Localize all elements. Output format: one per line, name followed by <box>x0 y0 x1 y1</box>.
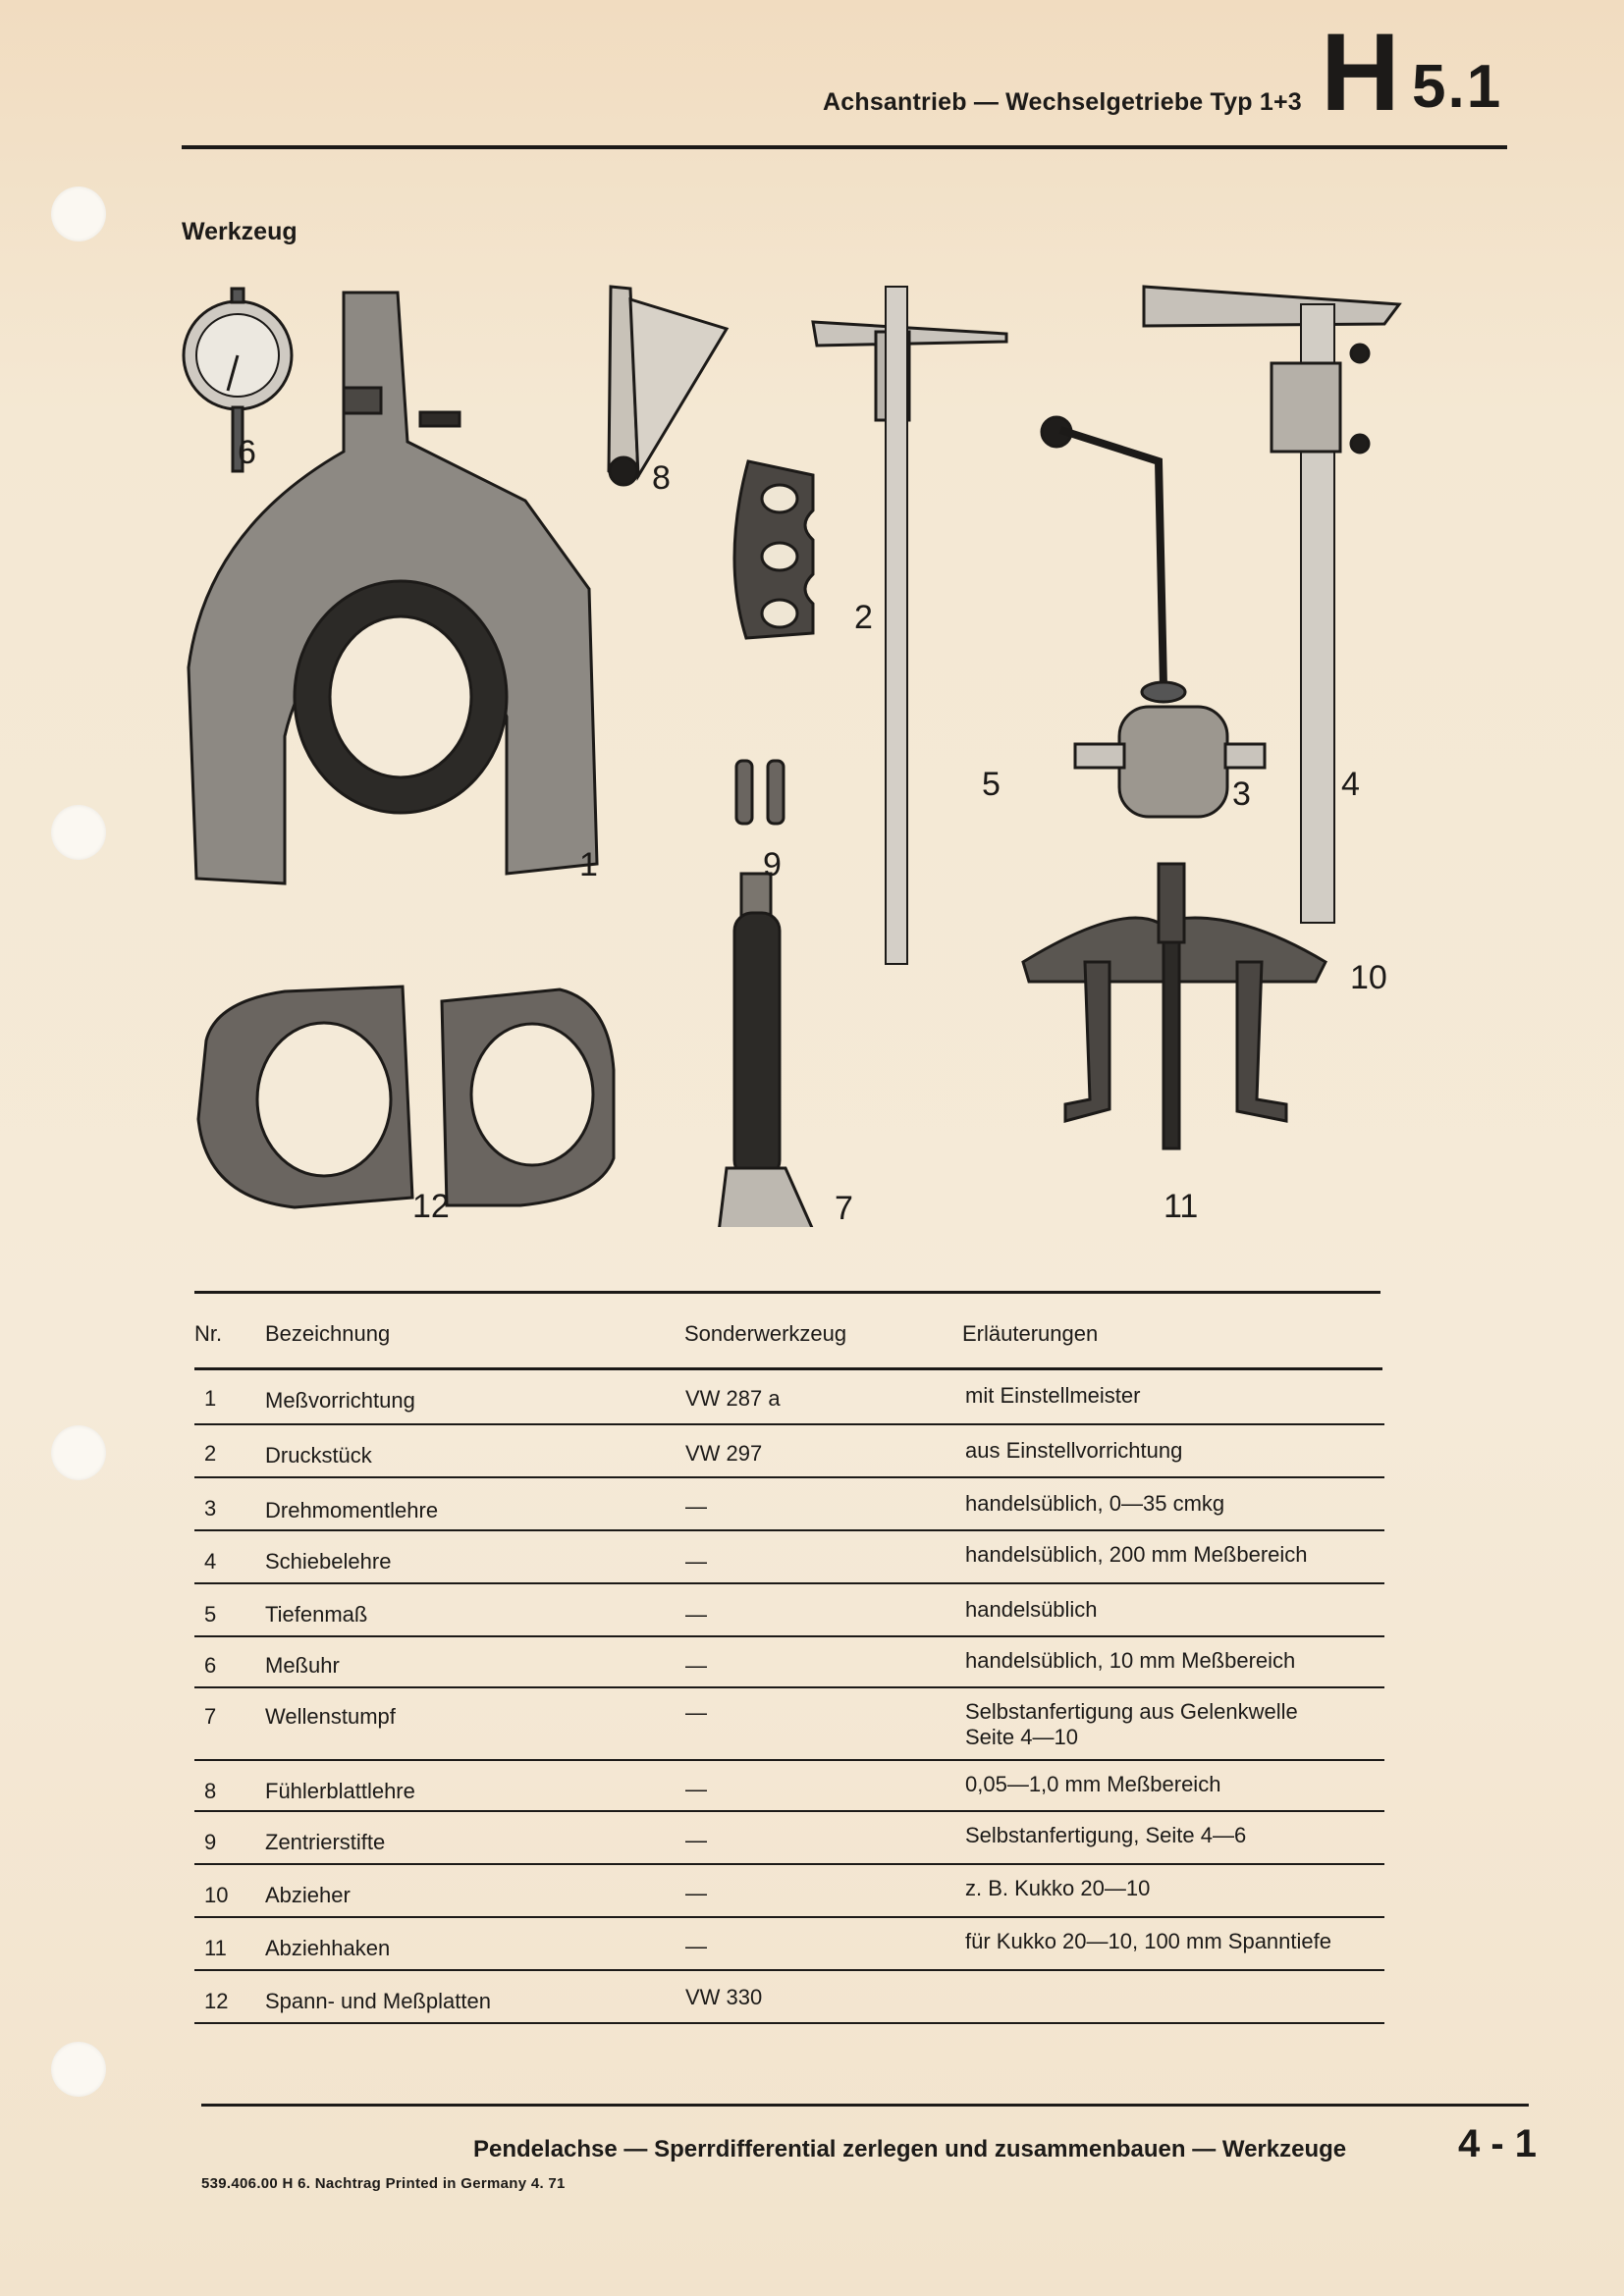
centering-pins-icon <box>736 761 784 824</box>
col-header-name: Bezeichnung <box>265 1321 391 1346</box>
callout-4: 4 <box>1341 766 1360 803</box>
table-row: 12 Spann- und Meßplatten VW 330 <box>194 1971 1384 2024</box>
callout-9: 9 <box>763 846 782 883</box>
depth-gauge-icon <box>813 287 1006 964</box>
footer-title: Pendelachse — Sperrdifferential zerlegen und zusammenbauen — Werkzeuge <box>473 2136 1347 2163</box>
pressure-piece-icon <box>734 461 813 638</box>
punch-hole <box>51 2042 106 2097</box>
table-row: 10 Abzieher — z. B. Kukko 20—10 <box>194 1865 1384 1918</box>
table-row: 5 Tiefenmaß — handelsüblich <box>194 1584 1384 1637</box>
col-header-nr: Nr. <box>194 1321 223 1346</box>
table-row: 6 Meßuhr — handelsüblich, 10 mm Meßbereich <box>194 1637 1384 1688</box>
table-row: 1 Meßvorrichtung VW 287 a mit Einstellmeister <box>194 1370 1384 1425</box>
header-group-letter: H <box>1321 11 1400 133</box>
callout-10: 10 <box>1350 959 1387 996</box>
col-header-special: Sonderwerkzeug <box>684 1321 847 1346</box>
punch-hole <box>51 1425 106 1480</box>
table-row: 8 Fühlerblattlehre — 0,05—1,0 mm Meßbereich <box>194 1761 1384 1812</box>
callout-1: 1 <box>579 846 598 883</box>
shaft-stub-icon <box>715 874 825 1227</box>
punch-hole <box>51 187 106 241</box>
tools-illustration <box>177 275 1424 1227</box>
col-header-notes: Erläuterungen <box>962 1321 1099 1346</box>
callout-11: 11 <box>1164 1188 1199 1225</box>
table-row: 7 Wellenstumpf — Selbstanfertigung aus Gelenkwelle Seite 4—10 <box>194 1688 1384 1761</box>
footer-rule <box>201 2104 1529 2107</box>
page-number: 4 - 1 <box>1458 2122 1538 2165</box>
header-subtitle: Achsantrieb — Wechselgetriebe Typ 1+3 <box>823 88 1302 116</box>
table-row: 9 Zentrierstifte — Selbstanfertigung, Seite 4—6 <box>194 1812 1384 1865</box>
callout-7: 7 <box>835 1190 853 1227</box>
callout-6: 6 <box>238 434 256 471</box>
callout-2: 2 <box>854 599 873 636</box>
feeler-gauge-icon <box>609 287 727 485</box>
caliper-icon <box>1144 287 1399 923</box>
header-group-number: 5.1 <box>1412 53 1503 121</box>
header-rule <box>182 145 1507 149</box>
table-top-rule <box>194 1291 1380 1294</box>
table-row: 3 Drehmomentlehre — handelsüblich, 0—35 cmkg <box>194 1478 1384 1531</box>
callout-3: 3 <box>1232 775 1251 813</box>
table-row: 2 Druckstück VW 297 aus Einstellvorrichtung <box>194 1425 1384 1478</box>
section-title: Werkzeug <box>182 218 298 245</box>
callout-8: 8 <box>652 459 671 497</box>
callout-5: 5 <box>982 766 1001 803</box>
print-metadata: 539.406.00 H 6. Nachtrag Printed in Germany 4. 71 <box>201 2175 566 2192</box>
callout-12: 12 <box>412 1188 450 1225</box>
punch-hole <box>51 805 106 860</box>
table-row: 4 Schiebelehre — handelsüblich, 200 mm Meßbereich <box>194 1531 1384 1584</box>
puller-icon <box>1023 864 1326 1148</box>
torque-gauge-icon <box>1042 417 1265 817</box>
plates-icon <box>198 987 614 1207</box>
table-row: 11 Abziehhaken — für Kukko 20—10, 100 mm Spanntiefe <box>194 1918 1384 1971</box>
